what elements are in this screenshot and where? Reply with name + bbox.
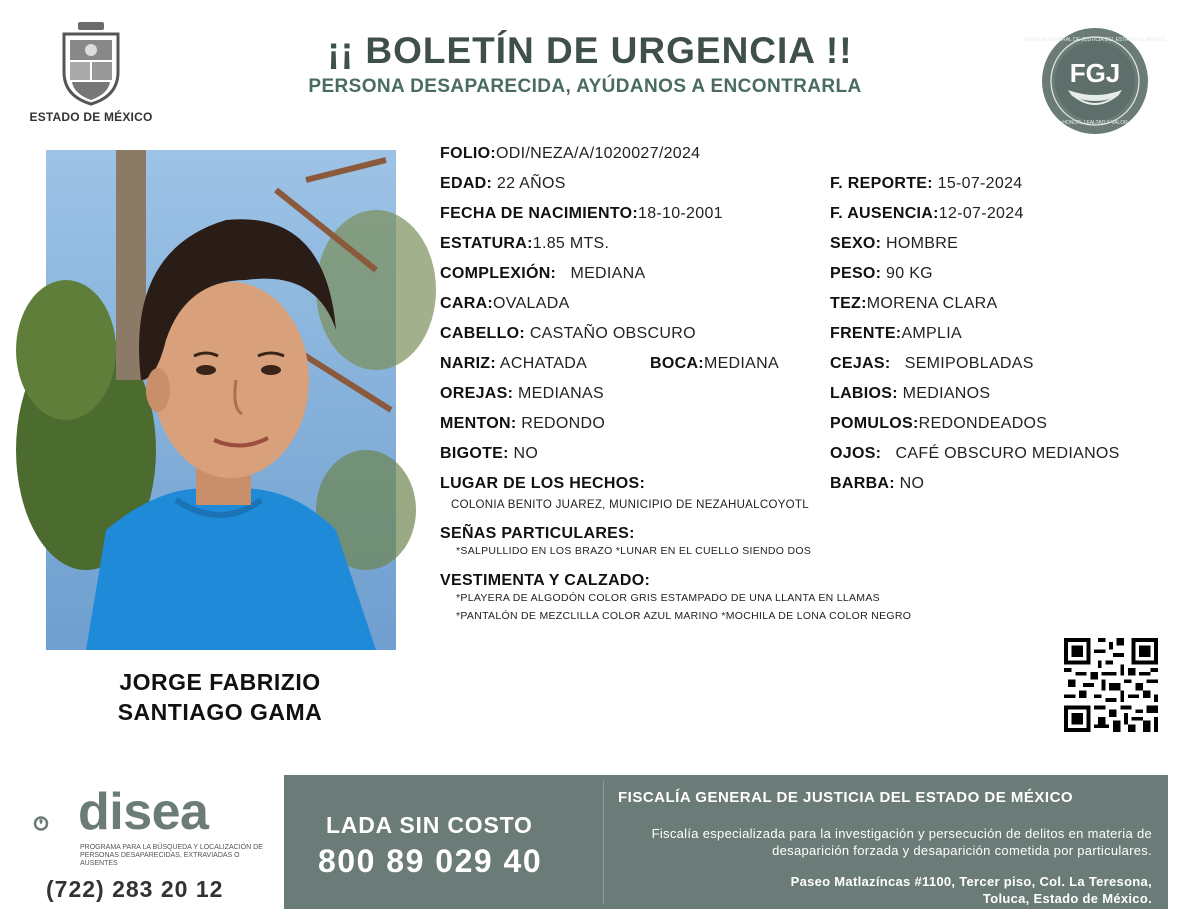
field-barba-value: NO	[899, 475, 925, 492]
address-line2: Toluca, Estado de México.	[982, 891, 1152, 906]
field-senas-label: SEÑAS PARTICULARES:	[440, 525, 635, 542]
field-estatura-label: ESTATURA:	[440, 235, 533, 252]
field-orejas-label: OREJAS:	[440, 385, 514, 402]
field-frente-label: FRENTE:	[830, 325, 902, 342]
field-estatura-value: 1.85 MTS.	[532, 235, 610, 252]
person-name-line2: SANTIAGO GAMA	[117, 699, 323, 725]
field-folio-value: ODI/NEZA/A/1020027/2024	[496, 145, 701, 162]
field-f-ausencia-value: 12-07-2024	[938, 205, 1024, 222]
field-barba-label: BARBA:	[830, 475, 895, 492]
field-senas	[440, 525, 635, 543]
field-labios-label: LABIOS:	[830, 385, 898, 402]
field-tez-label: TEZ:	[830, 295, 867, 312]
edomex-logo	[28, 20, 154, 130]
field-boca-label: BOCA:	[650, 355, 704, 372]
field-orejas-value: MEDIANAS	[517, 385, 604, 402]
lada-number[interactable]: 800 89 029 40	[318, 843, 543, 879]
field-sexo-value: HOMBRE	[886, 235, 959, 252]
field-orejas	[440, 385, 604, 403]
odisea-caption: PROGRAMA PARA LA BÚSQUEDA Y LOCALIZACIÓN DE PERSONAS DESAPARECIDAS, EXTRAVIADAS O AUSENTES	[80, 844, 263, 867]
field-cara	[440, 295, 570, 313]
field-complexion-value: MEDIANA	[570, 265, 646, 282]
field-f-ausencia	[830, 205, 1024, 223]
field-cejas	[830, 355, 1034, 373]
field-nariz-value: ACHATADA	[499, 355, 588, 372]
field-complexion-label: COMPLEXIÓN:	[440, 265, 557, 282]
bulletin-subtitle: PERSONA DESAPARECIDA, AYÚDANOS A ENCONTRARLA	[308, 76, 862, 97]
field-ojos	[830, 445, 1120, 463]
person-photo	[46, 150, 396, 650]
field-vestimenta-line2: *PANTALÓN DE MEZCLILLA COLOR AZUL MARINO *MOCHILA DE LONA COLOR NEGRO	[456, 610, 912, 622]
field-fecha-nacimiento-label: FECHA DE NACIMIENTO:	[440, 205, 638, 222]
field-barba	[830, 475, 924, 493]
field-cara-value: OVALADA	[493, 295, 570, 312]
field-labios	[830, 385, 990, 403]
field-ojos-label: OJOS:	[830, 445, 882, 462]
field-edad	[440, 175, 566, 193]
field-senas-value: *SALPULLIDO EN LOS BRAZO *LUNAR EN EL CUELLO SIENDO DOS	[456, 545, 812, 557]
field-folio	[440, 145, 700, 163]
person-name	[60, 667, 380, 727]
fiscalia-description: Fiscalía especializada para la investigación y persecución de delitos en materia de desaparición forzada y desaparición cometida por particulares.	[651, 826, 1152, 858]
field-frente-value: AMPLIA	[901, 325, 962, 342]
field-f-reporte-label: F. REPORTE:	[830, 175, 933, 192]
map-pin-icon	[39, 819, 42, 825]
field-nariz-label: NARIZ:	[440, 355, 497, 372]
field-vestimenta	[440, 572, 650, 590]
field-f-ausencia-label: F. AUSENCIA:	[830, 205, 939, 222]
bulletin-title: ¡¡ BOLETÍN DE URGENCIA !!	[327, 30, 853, 71]
field-cabello	[440, 325, 696, 343]
field-boca	[650, 355, 779, 373]
field-bigote	[440, 445, 538, 463]
field-estatura	[440, 235, 609, 253]
field-bigote-value: NO	[513, 445, 539, 462]
field-frente	[830, 325, 962, 343]
person-name-line1: JORGE FABRIZIO	[119, 669, 321, 695]
edomex-seal-icon	[56, 20, 126, 106]
field-complexion	[440, 265, 645, 283]
field-cabello-label: CABELLO:	[440, 325, 526, 342]
field-menton-value: REDONDO	[521, 415, 606, 432]
field-lugar-hechos	[440, 475, 645, 493]
field-cara-label: CARA:	[440, 295, 494, 312]
field-edad-label: EDAD:	[440, 175, 493, 192]
field-tez	[830, 295, 998, 313]
field-cejas-label: CEJAS:	[830, 355, 891, 372]
field-edad-value: 22 AÑOS	[496, 175, 566, 192]
field-peso-value: 90 KG	[886, 265, 933, 282]
field-peso-label: PESO:	[830, 265, 882, 282]
field-nariz	[440, 355, 587, 373]
field-menton	[440, 415, 605, 433]
field-menton-label: MENTON:	[440, 415, 517, 432]
fgj-logo-text: FGJ	[1069, 58, 1121, 88]
fgj-motto: HONOR, LEALTAD Y VALOR	[1062, 120, 1128, 126]
field-fecha-nacimiento	[440, 205, 723, 223]
field-f-reporte	[830, 175, 1022, 193]
field-peso	[830, 265, 933, 283]
field-ojos-value: CAFÉ OBSCURO MEDIANOS	[895, 445, 1120, 462]
field-pomulos	[830, 415, 1047, 433]
field-labios-value: MEDIANOS	[902, 385, 991, 402]
fgj-ring-text: FISCALÍA GENERAL DE JUSTICIA DEL ESTADO DE MÉXICO	[1024, 37, 1166, 43]
odisea-wordmark: disea	[78, 783, 209, 841]
field-f-reporte-value: 15-07-2024	[937, 175, 1023, 192]
field-fecha-nacimiento-value: 18-10-2001	[638, 205, 723, 222]
field-lugar-hechos-value: COLONIA BENITO JUAREZ, MUNICIPIO DE NEZAHUALCOYOTL	[451, 499, 809, 511]
fiscalia-title: FISCALÍA GENERAL DE JUSTICIA DEL ESTADO DE MÉXICO	[618, 789, 1074, 806]
field-sexo	[830, 235, 958, 253]
state-caption: ESTADO DE MÉXICO	[29, 110, 153, 124]
field-boca-value: MEDIANA	[703, 355, 779, 372]
field-bigote-label: BIGOTE:	[440, 445, 509, 462]
field-pomulos-label: POMULOS:	[830, 415, 919, 432]
address-line1: Paseo Matlazíncas #1100, Tercer piso, Col. La Teresona,	[790, 874, 1152, 889]
field-pomulos-value: REDONDEADOS	[918, 415, 1048, 432]
field-vestimenta-label: VESTIMENTA Y CALZADO:	[440, 572, 651, 589]
field-cejas-value: SEMIPOBLADAS	[904, 355, 1034, 372]
footer-divider	[603, 780, 604, 904]
field-folio-label: FOLIO:	[440, 145, 497, 162]
field-sexo-label: SEXO:	[830, 235, 882, 252]
field-tez-value: MORENA CLARA	[866, 295, 998, 312]
lada-label: LADA SIN COSTO	[326, 812, 533, 838]
fgj-logo-icon	[1024, 26, 1166, 136]
field-cabello-value: CASTAÑO OBSCURO	[529, 325, 696, 342]
field-vestimenta-line1: *PLAYERA DE ALGODÓN COLOR GRIS ESTAMPADO DE UNA LLANTA EN LLAMAS	[456, 592, 880, 604]
odisea-phone[interactable]: (722) 283 20 12	[46, 876, 224, 902]
qr-code-icon[interactable]	[1064, 638, 1158, 732]
field-lugar-hechos-label: LUGAR DE LOS HECHOS:	[440, 475, 646, 492]
fiscalia-address	[640, 873, 1152, 907]
